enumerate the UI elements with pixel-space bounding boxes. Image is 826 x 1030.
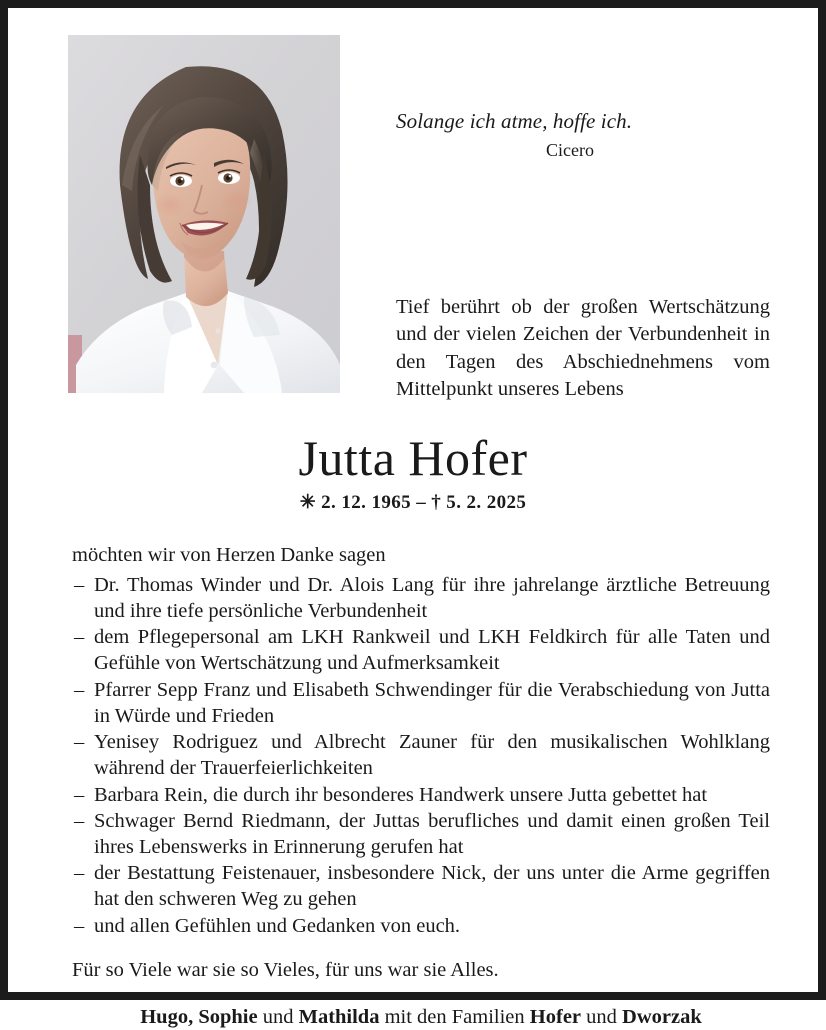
family-signature	[72, 1004, 770, 1030]
quote-author: Cicero	[546, 140, 594, 161]
quotation	[396, 108, 770, 161]
family-name-hofer: Hofer	[529, 1005, 582, 1028]
family-connector: mit den Familien	[379, 1005, 530, 1028]
portrait-photo	[68, 35, 340, 393]
thanks-list	[72, 572, 770, 939]
list-item: – Pfarrer Sepp Franz und Elisabeth Schwendinger für die Verabschiedung von Jutta in Würde und Frieden	[72, 677, 770, 729]
deceased-name: Jutta Hofer	[298, 430, 528, 486]
header-section	[8, 8, 818, 408]
lead-line: möchten wir von Herzen Danke sagen	[72, 544, 386, 566]
list-item: – der Bestattung Feistenauer, insbesondere Nick, der uns unter die Arme gegriffen hat den schweren Weg zu gehen	[72, 860, 770, 912]
list-item: – Barbara Rein, die durch ihr besonderes Handwerk unsere Jutta gebettet hat	[72, 782, 770, 808]
closing-line: Für so Viele war sie so Vieles, für uns war sie Alles.	[72, 958, 499, 981]
quote-text: Solange ich atme, hoffe ich.	[396, 109, 633, 133]
family-names-primary: Hugo, Sophie	[140, 1005, 258, 1028]
list-item: – Schwager Bernd Riedmann, der Juttas berufliches und damit einen großen Teil ihres Lebenswerks in Erinnerung gerufen hat	[72, 808, 770, 860]
family-conjunction-1: und	[257, 1005, 299, 1028]
life-dates: ✳ 2. 12. 1965 – † 5. 2. 2025	[299, 491, 527, 513]
list-item: – und allen Gefühlen und Gedanken von euch.	[72, 913, 770, 939]
family-conjunction-2: und	[581, 1005, 623, 1028]
name-block	[8, 432, 818, 514]
body-text	[72, 542, 770, 1030]
list-item: – dem Pflegepersonal am LKH Rankweil und LKH Feldkirch für alle Taten und Gefühle von Wertschätzung und Aufmerksamkeit	[72, 624, 770, 676]
family-name-dworzak: Dworzak	[622, 1005, 702, 1028]
list-item: – Dr. Thomas Winder und Dr. Alois Lang für ihre jahrelange ärztliche Betreuung und ihre tiefe persönliche Verbundenheit	[72, 572, 770, 624]
obituary-notice-card	[8, 8, 818, 1028]
list-item: – Yenisey Rodriguez und Albrecht Zauner für den musikalischen Wohlklang während der Trauerfeierlichkeiten	[72, 729, 770, 781]
family-names-secondary: Mathilda	[298, 1005, 380, 1028]
intro-paragraph: Tief berührt ob der großen Wertschätzung und der vielen Zeichen der Verbundenheit in den Tagen des Abschiednehmens vom Mittelpunkt unseres Lebens	[396, 296, 770, 401]
